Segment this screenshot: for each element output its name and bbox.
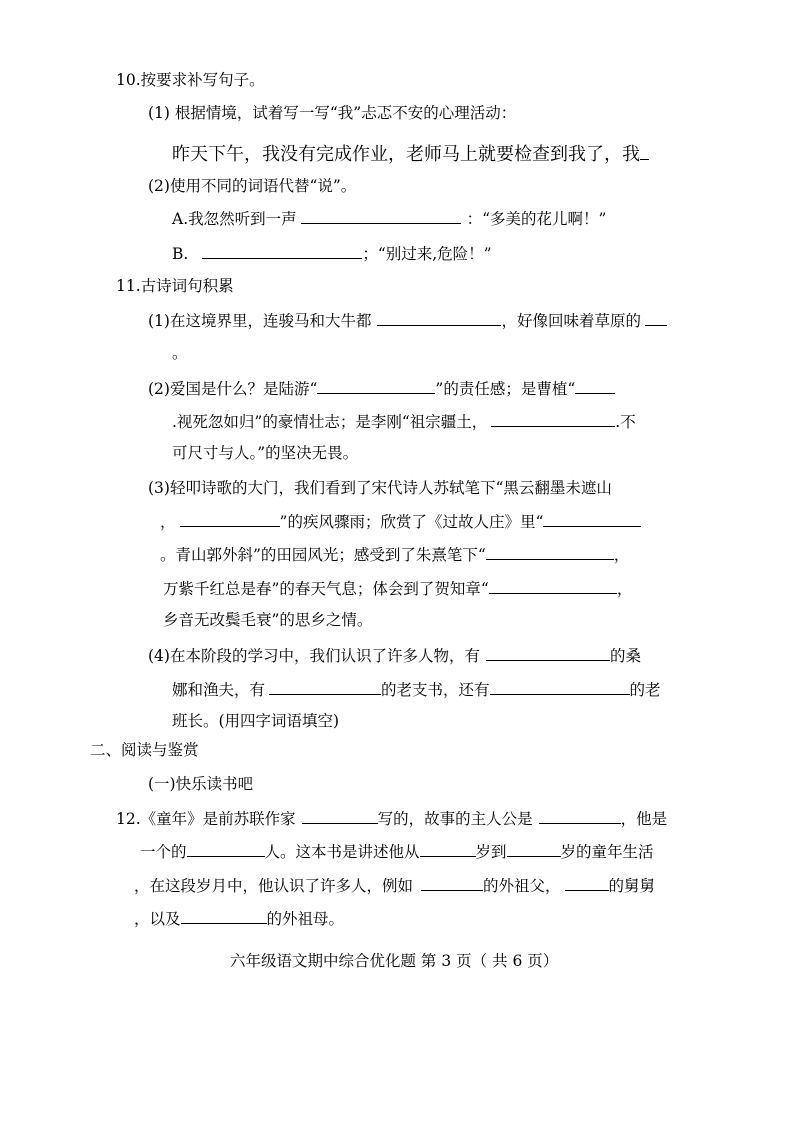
text: 万紫千红总是春”的春天气息；体会到了贺知章“ <box>163 580 489 598</box>
text: ， <box>616 580 633 598</box>
text: 人。这本书是讲述他从 <box>264 843 420 861</box>
text: 岁的童年生活 <box>560 843 654 861</box>
blank[interactable] <box>269 679 381 695</box>
q10-p1-label: (1) 根据情境，试着写一写“我”忐忑不安的心理活动： <box>148 104 517 122</box>
q11-s4-line2 <box>172 679 661 700</box>
option-b-quote: ；“别过来,危险！” <box>362 245 492 263</box>
blank[interactable] <box>507 841 561 857</box>
blank[interactable] <box>491 411 615 427</box>
q11-s1-line1 <box>148 310 667 331</box>
section2-sub: (一)快乐读书吧 <box>148 775 254 793</box>
blank[interactable] <box>421 875 483 891</box>
blank[interactable] <box>543 511 641 527</box>
q11-s3-line1: (3)轻叩诗歌的大门，我们看到了宋代诗人苏轼笔下“黑云翻墨未遮山 <box>148 479 612 497</box>
text: ，在这段岁月中，他认识了许多人，例如 <box>134 877 414 895</box>
blank[interactable] <box>420 841 476 857</box>
option-a-text: A.我忽然听到一声 <box>172 210 297 228</box>
blank[interactable] <box>640 144 649 160</box>
blank[interactable] <box>301 208 461 224</box>
text: 的老支书，还有 <box>381 681 490 699</box>
text: ，以及 <box>134 910 181 928</box>
q11-s1-line2: 。 <box>172 344 188 362</box>
q11-title: 11.古诗词句积累 <box>116 277 234 295</box>
q11-s2-line2 <box>172 411 636 432</box>
text: 写的，故事的主人公是 <box>377 810 533 828</box>
option-b-text: B. <box>172 245 189 263</box>
text: ， <box>613 546 630 564</box>
q10-p1-sentence <box>172 144 649 165</box>
text: 娜和渔夫，有 <box>172 681 266 699</box>
text: ”的责任感；是曹植“ <box>435 380 576 398</box>
blank[interactable] <box>575 378 615 394</box>
blank[interactable] <box>180 511 280 527</box>
blank[interactable] <box>187 841 265 857</box>
text: 的老 <box>629 681 661 699</box>
blank[interactable] <box>302 808 378 824</box>
q11-s3-line2 <box>160 511 641 532</box>
blank[interactable] <box>202 243 362 259</box>
blank[interactable] <box>490 679 630 695</box>
blank[interactable] <box>539 808 621 824</box>
q11-s3-line3 <box>160 544 629 565</box>
text: .视死忽如归”的豪情壮志；是李刚“祖宗疆土， <box>172 413 488 431</box>
text: 一个的 <box>140 843 187 861</box>
q11-s2-line1 <box>148 378 615 399</box>
q11-s4-line1 <box>148 645 641 666</box>
section2-title: 二、阅读与鉴赏 <box>90 741 199 759</box>
q12-line3 <box>134 875 655 896</box>
q12-line4 <box>134 908 344 929</box>
blank[interactable] <box>486 544 614 560</box>
q12-line1 <box>116 808 667 829</box>
q10-option-a <box>172 208 606 229</box>
blank[interactable] <box>486 645 610 661</box>
text: ”的疾风骤雨；欣赏了《过故人庄》里“ <box>279 513 544 531</box>
text: (2)爱国是什么？是陆游“ <box>148 380 318 398</box>
blank[interactable] <box>181 908 267 924</box>
blank[interactable] <box>489 578 617 594</box>
text: ， <box>160 513 176 531</box>
text: 的外祖父， <box>483 877 561 895</box>
text: ，他是 <box>620 810 668 828</box>
text: (4)在本阶段的学习中，我们认识了许多人物，有 <box>148 647 480 665</box>
text: 岁到 <box>475 843 507 861</box>
q11-s3-line5: 乡音无改鬓毛衰”的思乡之情。 <box>163 611 373 629</box>
blank[interactable] <box>377 310 501 326</box>
q11-s2-line3: 可尺寸与人。”的坚决无畏。 <box>172 444 359 462</box>
q12-line2 <box>140 841 654 862</box>
text: .不 <box>615 413 636 431</box>
q11-s3-line4 <box>163 578 632 599</box>
text: 的桑 <box>609 647 641 665</box>
q10-p2-label: (2)使用不同的词语代替“说”。 <box>148 177 357 195</box>
blank[interactable] <box>317 378 435 394</box>
text: (1)在这境界里，连骏马和大牛都 <box>148 312 372 330</box>
q11-s4-line3: 班长。(用四字词语填空) <box>172 712 340 730</box>
page-footer: 六年级语文期中综合优化题 第 3 页（ 共 6 页） <box>230 952 559 970</box>
option-a-quote: ：“多美的花儿啊！” <box>466 210 607 228</box>
text: 12.《童年》是前苏联作家 <box>116 810 296 828</box>
text: ，好像回味着草原的 <box>501 312 641 330</box>
text: 。青山郭外斜”的田园风光；感受到了朱熹笔下“ <box>160 546 486 564</box>
q10-p1-text: 昨天下午，我没有完成作业，老师马上就要检查到我了，我 <box>172 144 640 165</box>
blank[interactable] <box>565 875 609 891</box>
blank[interactable] <box>645 310 667 326</box>
q10-title: 10.按要求补写句子。 <box>116 71 265 89</box>
q10-option-b <box>172 243 492 264</box>
text: 的舅舅 <box>608 877 656 895</box>
text: 的外祖母。 <box>266 910 345 928</box>
